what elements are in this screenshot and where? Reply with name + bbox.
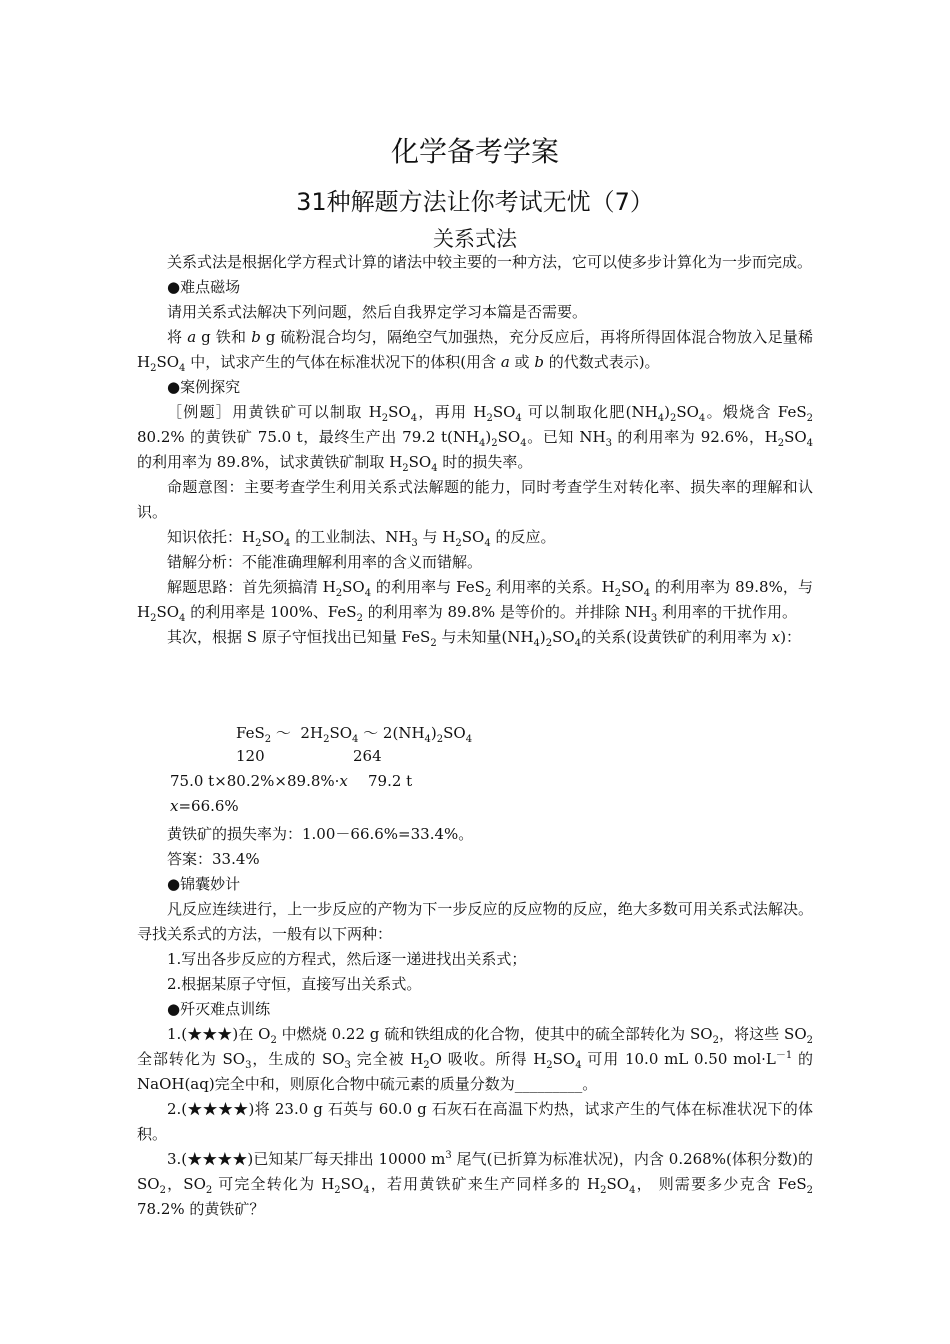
relation-equation: FeS$_2$ ～ $2H_2SO_4$ ～ $2(NH_4)_2SO_4$ (236, 724, 473, 745)
section-title: 关系式法 (433, 227, 517, 251)
loss-rate: 黄铁矿的损失率为：1.00－66.6%=33.4%。 (167, 825, 474, 843)
quantity-right: 79.2 t (368, 772, 413, 790)
result-x: x=66.6% (170, 797, 239, 815)
intro-paragraph: 关系式法是根据化学方程式计算的诸法中较主要的一种方法，它可以使多步计算化为一步而完成。 (167, 253, 813, 271)
approach-paragraph: 解题思路：首先须搞清 $H_2SO_4$ 的利用率与 FeS$_2$ 利用率的关系。$H_2SO_4$ 的利用率为 89.8%，与 $H_2SO_4$ 的利用率是 100%、FeS$_2$ 的利用率为 89.8% 是等价的。并排除 $NH_3$ 利用率的干扰作用。 (137, 578, 813, 624)
section-heading-training: ●歼灭难点训练 (167, 1000, 271, 1018)
intent-paragraph: 命题意图：主要考查学生利用关系式法解题的能力，同时考查学生对转化率、损失率的理解和认识。 (137, 478, 813, 521)
document-title: 化学备考学案 (390, 135, 559, 168)
next-paragraph: 其次，根据 S 原子守恒找出已知量 FeS$_2$ 与未知量$(NH_4)_2SO_4$的关系(设黄铁矿的利用率为 x)： (167, 628, 802, 649)
molar-mass-ammonium-sulfate: 264 (353, 747, 382, 765)
exercise-2: 2.(★★★★)将 23.0 g 石英与 60.0 g 石灰石在高温下灼热，试求产生的气体在标准状况下的体积。 (137, 1100, 813, 1143)
exercise-3: 3.(★★★★)已知某厂每天排出 10000 $m^3$ 尾气(已折算为标准状况)，内含 0.268%(体积分数)的 $SO_2$，$SO_2$ 可完全转化为 $H_2SO_4$，若用黄铁矿来生产同样多的 $H_2SO_4$， 则需要多少克含 FeS$_2$ 78.2% 的黄铁矿？ (137, 1150, 814, 1218)
error-paragraph: 错解分析：不能准确理解利用率的含义而错解。 (167, 553, 483, 571)
tip-1: 1.写出各步反应的方程式，然后逐一递进找出关系式； (167, 950, 527, 968)
exercise-1: 1.(★★★)在 $O_2$ 中燃烧 0.22 g 硫和铁组成的化合物，使其中的硫全部转化为 $SO_2$，将这些 $SO_2$ 全部转化为 $SO_3$，生成的 $SO_3$ 完全被 $H_2O$ 吸收。所得 $H_2SO_4$ 可用 10.0 mL 0.50 $mol\cdot L^{-1}$ 的 NaOH(aq)完全中和，则原化合物中硫元素的质量分数为_________。 (137, 1025, 814, 1093)
document-body (137, 250, 813, 650)
problem-text: 将 a g 铁和 b g 硫粉混合均匀，隔绝空气加强热，充分反应后，再将所得固体混合物放入足量稀 $H_2SO_4$ 中，试求产生的气体在标准状况下的体积(用含 a 或 b 的代数式表示)。 (137, 328, 813, 374)
section-heading-case: ●案例探究 (167, 378, 241, 396)
tip-2: 2.根据某原子守恒，直接写出关系式。 (167, 975, 422, 993)
document-subtitle: 31种解题方法让你考试无忧（7） (296, 188, 654, 216)
quantity-left: 75.0 t×80.2%×89.8%·x (170, 772, 348, 790)
example-problem: ［例题］用黄铁矿可以制取 $H_2SO_4$，再用 $H_2SO_4$ 可以制取化肥$(NH_4)_2SO_4$。煅烧含 FeS$_2$ 80.2% 的黄铁矿 75.0 t，最终生产出 79.2 $t(NH_4)_2SO_4$。已知 $NH_3$ 的利用率为 92.6%，$H_2SO_4$ 的利用率为 89.8%，试求黄铁矿制取 $H_2SO_4$ 时的损失率。 (137, 403, 814, 474)
section-heading-difficulty: ●难点磁场 (167, 278, 241, 296)
document-body-lower (137, 822, 813, 1222)
section-heading-tips: ●锦囊妙计 (167, 875, 241, 893)
molar-mass-fes2: 120 (236, 747, 265, 765)
tips-intro: 凡反应连续进行，上一步反应的产物为下一步反应的反应物的反应，绝大多数可用关系式法解决。寻找关系式的方法，一般有以下两种： (137, 900, 813, 943)
knowledge-paragraph: 知识依托：$H_2SO_4$ 的工业制法、$NH_3$ 与 $H_2SO_4$ 的反应。 (167, 528, 556, 549)
problem-intro: 请用关系式法解决下列问题，然后自我界定学习本篇是否需要。 (167, 303, 588, 321)
answer: 答案：33.4% (167, 850, 260, 868)
